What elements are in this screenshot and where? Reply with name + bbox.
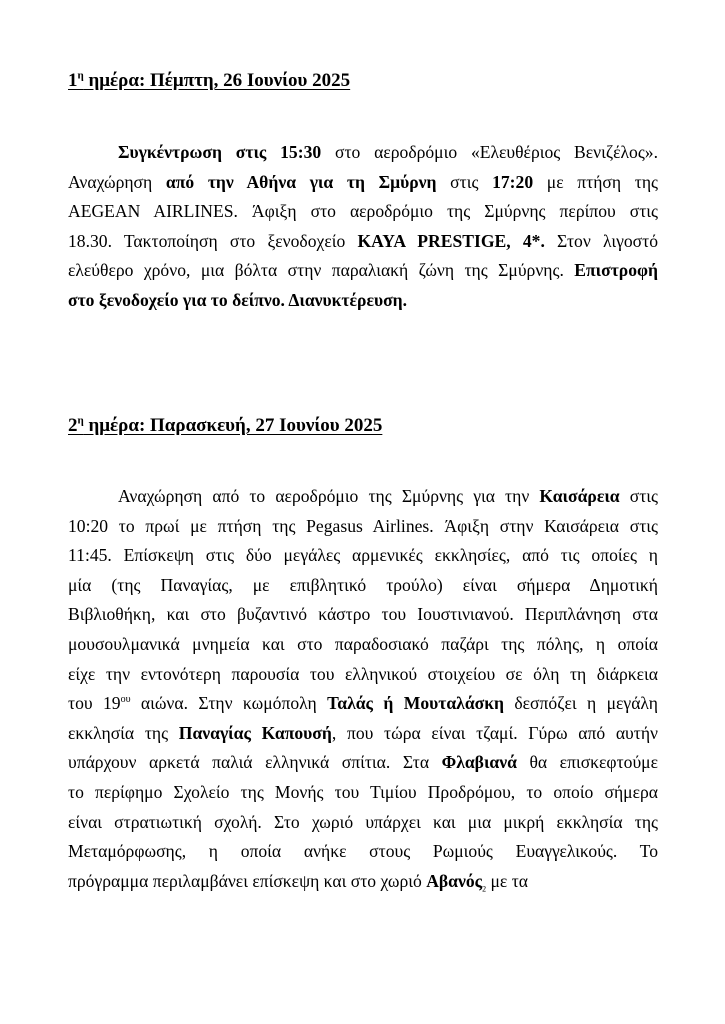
footnote-marker: 2 (482, 884, 487, 894)
day2-heading-text: ημέρα: Παρασκευή, 27 Ιουνίου 2025 (83, 415, 383, 436)
bold-text: KAYA PRESTIGE, 4*. (357, 230, 545, 251)
text-run: ελεύθερο χρόνο, μια βόλτα στην παραλιακή ζώνη της Σμύρνης. (68, 260, 575, 281)
text-run: του 19 (68, 693, 121, 714)
text-run: Στον λιγοστό (544, 230, 658, 251)
day2-heading (68, 415, 382, 437)
bold-text: από την Αθήνα για τη Σμύρνη (165, 171, 437, 192)
day1-heading-ordinal: η (77, 69, 84, 82)
bold-text: Καισάρεια (539, 486, 620, 506)
text-line (68, 689, 658, 719)
text-line (68, 197, 658, 227)
text-run: Αναχώρηση (68, 171, 166, 192)
day1-paragraph (68, 138, 658, 316)
bold-text: Συγκέντρωση στις 15:30 (118, 142, 322, 162)
bold-text: 17:20 (492, 171, 534, 192)
text-line (68, 482, 658, 512)
text-run: εκκλησία της (68, 722, 179, 743)
text-run: στο αεροδρόμιο «Ελευθέριος Βενιζέλος». (321, 142, 658, 162)
text-run: πρόγραμμα περιλαμβάνει επίσκεψη και στο χωριό (68, 870, 427, 891)
text-run: το περίφημο Σχολείο της Μονής του Τιμίου Προδρόμου, το οποίο σήμερα (68, 781, 658, 802)
text-line (68, 512, 658, 542)
text-line (68, 138, 658, 168)
text-run: με πτήση της (533, 171, 659, 192)
text-line (68, 748, 658, 778)
text-line (68, 541, 658, 571)
text-line (68, 286, 658, 316)
text-line (68, 837, 658, 867)
text-line (68, 630, 658, 660)
bold-text: στο ξενοδοχείο για το δείπνο. Διανυκτέρευση. (68, 289, 408, 310)
bold-text: Επιστροφή (574, 260, 658, 281)
text-run: μία (της Παναγίας, με επιβλητικό τρούλο) είναι σήμερα Δημοτική (68, 574, 658, 595)
text-run: 10:20 το πρωί με πτήση της Pegasus Airlines. Άφιξη στην Καισάρεια στις (68, 515, 658, 536)
superscript: ου (120, 694, 131, 706)
text-run: μουσουλμανικά μνημεία και στο παραδοσιακό παζάρι της πόλης, η οποία (68, 633, 658, 654)
text-run: Αναχώρηση από το αεροδρόμιο της Σμύρνης για την (118, 486, 540, 506)
text-run: είναι στρατιωτική σχολή. Στο χωριό υπάρχει και μια μικρή εκκλησία της (68, 811, 658, 832)
text-run: 11:45. Επίσκεψη στις δύο μεγάλες αρμενικές εκκλησίες, από τις οποίες η (68, 545, 658, 566)
day2-heading-number: 2 (68, 415, 78, 436)
text-run: , που τώρα είναι τζαμί. Γύρω από αυτήν (331, 722, 658, 743)
bold-text: Φλαβιανά (441, 752, 517, 773)
text-run: είχε την εντονότερη παρουσία του ελληνικού στοιχείου σε όλη τη διάρκεια (68, 663, 658, 684)
text-run: Μεταμόρφωσης, η οποία ανήκε στους Ρωμιούς Ευαγγελικούς. Το (68, 841, 658, 862)
text-run: στις (619, 486, 658, 506)
text-run: 18.30. Τακτοποίηση στο ξενοδοχείο (68, 230, 358, 251)
text-line (68, 719, 658, 749)
text-run: υπάρχουν αρκετά παλιά ελληνικά σπίτια. Στα (68, 752, 442, 773)
day1-heading-text: ημέρα: Πέμπτη, 26 Ιουνίου 2025 (83, 70, 351, 91)
text-run: AEGEAN AIRLINES. Άφιξη στο αεροδρόμιο της Σμύρνης περίπου στις (68, 201, 658, 222)
text-line (68, 808, 658, 838)
text-line (68, 168, 658, 198)
text-run: θα επισκεφτούμε (516, 752, 658, 773)
day2-paragraph (68, 482, 658, 896)
text-run: αιώνα. Στην κωμόπολη (130, 693, 328, 714)
text-run: στις (436, 171, 493, 192)
text-run: δεσπόζει η μεγάλη (503, 693, 658, 714)
day2-heading-ordinal: η (77, 414, 84, 427)
text-line (68, 600, 658, 630)
day1-heading-number: 1 (68, 70, 78, 91)
bold-text: Ταλάς ή Μουταλάσκη (327, 693, 504, 714)
text-line (68, 867, 658, 897)
text-line (68, 571, 658, 601)
text-line (68, 256, 658, 286)
text-run: Βιβλιοθήκη, και στο βυζαντινό κάστρο του Ιουστινιανού. Περιπλάνηση στα (68, 604, 658, 625)
text-run: με τα (486, 870, 528, 891)
text-line (68, 660, 658, 690)
bold-text: Παναγίας Καπουσή (178, 722, 332, 743)
text-line (68, 778, 658, 808)
day1-heading (68, 70, 350, 92)
bold-text: Αβανός (426, 870, 483, 891)
text-line (68, 227, 658, 257)
